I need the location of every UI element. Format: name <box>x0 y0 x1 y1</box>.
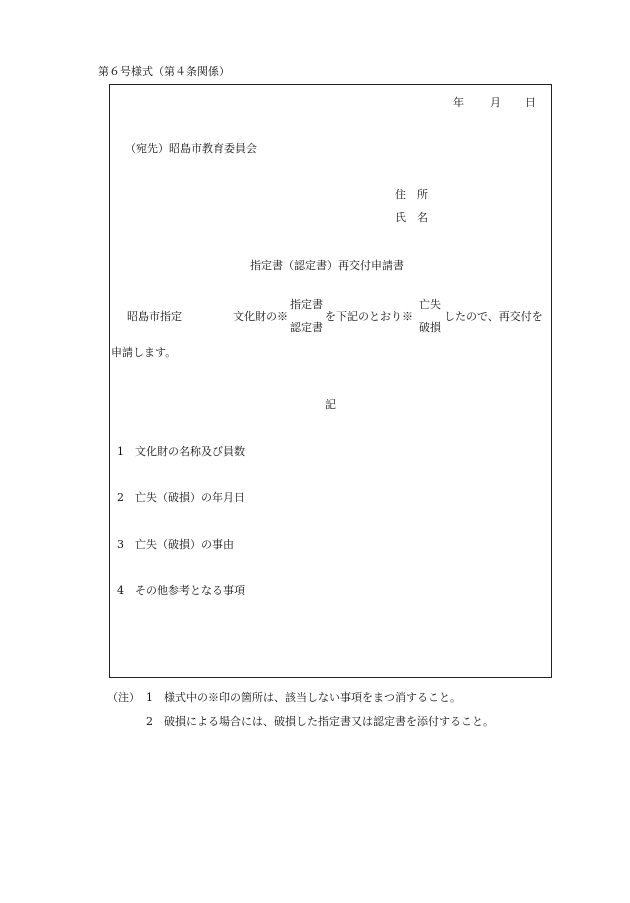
notes-prefix: （注） <box>107 691 140 704</box>
body-therefore: したので、再交付を <box>444 310 543 323</box>
name-label: 氏 名 <box>395 211 428 224</box>
doc-option-designation: 指定書 <box>290 298 323 311</box>
note-1: 1 様式中の※印の箇所は、該当しない事項をまつ消すること。 <box>146 691 461 704</box>
body-following: を下記のとおり※ <box>325 310 413 323</box>
list-item: 1 文化財の名称及び員数 <box>117 445 245 458</box>
list-item: 3 亡失（破損）の事由 <box>117 538 234 551</box>
address-label: 住 所 <box>395 188 428 201</box>
ki-heading: 記 <box>325 398 336 411</box>
date-month-label: 月 <box>490 96 501 109</box>
form-label: 第６号様式（第４条関係） <box>98 65 230 78</box>
document-title: 指定書（認定書）再交付申請書 <box>250 259 404 272</box>
loss-option-damaged: 破損 <box>419 321 441 334</box>
addressee: （宛先）昭島市教育委員会 <box>125 142 257 155</box>
loss-option-lost: 亡失 <box>419 298 441 311</box>
list-item: 4 その他参考となる事項 <box>117 584 245 597</box>
note-2: 2 破損による場合には、破損した指定書又は認定書を添付すること。 <box>146 715 494 728</box>
date-year-label: 年 <box>453 96 464 109</box>
date-day-label: 日 <box>525 96 536 109</box>
body-request: 申請します。 <box>111 346 177 359</box>
body-designated: 昭島市指定 <box>127 310 182 323</box>
list-item: 2 亡失（破損）の年月日 <box>117 491 245 504</box>
body-cultural-property: 文化財の※ <box>233 310 288 323</box>
doc-option-certification: 認定書 <box>290 321 323 334</box>
